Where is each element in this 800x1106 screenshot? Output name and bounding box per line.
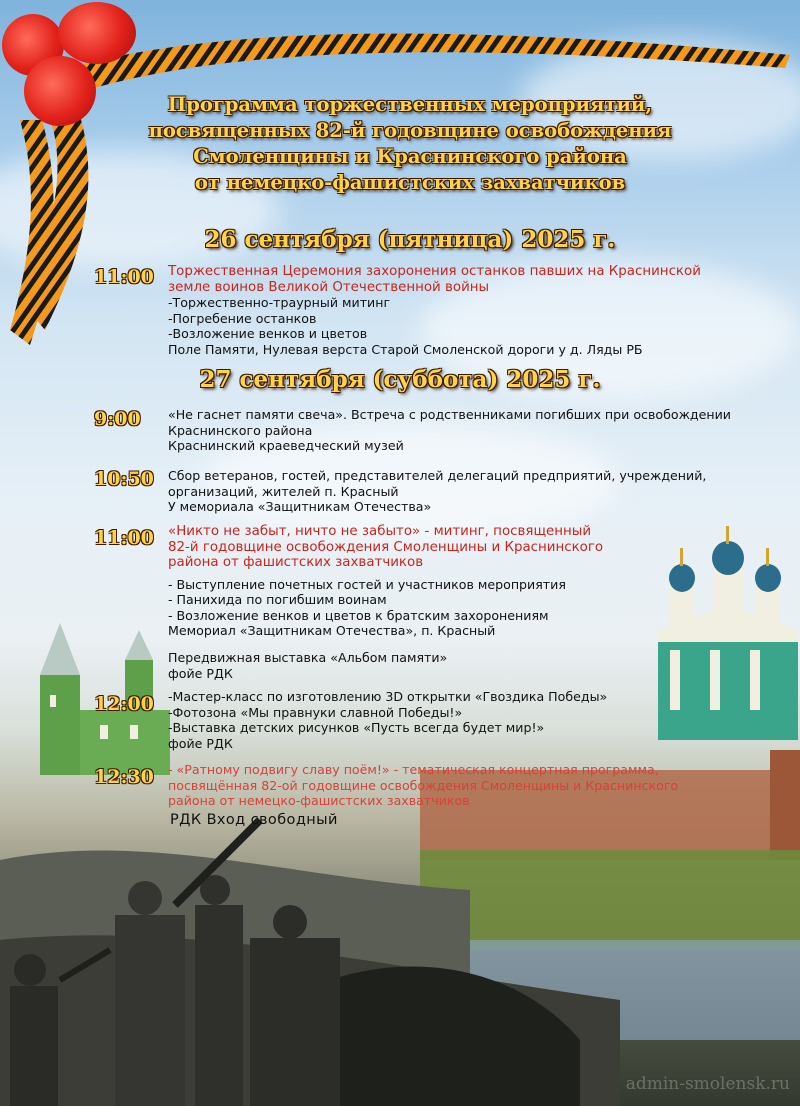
- event-line: Поле Памяти, Нулевая верста Старой Смоленской дороги у д. Ляды РБ: [168, 341, 643, 357]
- event-line: организаций, жителей п. Красный: [168, 483, 399, 499]
- event-time: 12:00: [94, 693, 154, 715]
- event-heading: Торжественная Церемония захоронения останков павших на Краснинской: [168, 264, 701, 279]
- title-line: посвященных 82-й годовщине освобождения: [148, 119, 672, 142]
- event-time: 9:00: [94, 408, 141, 430]
- event-line: фойе РДК: [168, 735, 233, 751]
- event-line: фойе РДК: [168, 665, 233, 681]
- event-line: -Фотозона «Мы правнуки славной Победы!»: [168, 704, 463, 720]
- carnation-icon: [24, 56, 96, 126]
- day1-date: 26 сентября (пятница) 2025 г.: [204, 226, 616, 253]
- event-block: [168, 264, 778, 357]
- event-line: -Возложение венков и цветов: [168, 326, 368, 341]
- carnation-icon: [58, 2, 136, 64]
- event-block: [168, 407, 778, 454]
- event-time: 11:00: [94, 527, 154, 549]
- event-time: 11:00: [94, 266, 154, 288]
- event-line: Краснинский краеведческий музей: [168, 438, 404, 453]
- event-line: -Торжественно-траурный митинг: [168, 295, 391, 310]
- event-block: [168, 762, 778, 809]
- event-line: - Возложение венков и цветов к братским захоронениям: [168, 607, 549, 623]
- event-line: - Выступление почетных гостей и участников мероприятия: [168, 576, 566, 592]
- event-line: Сбор ветеранов, гостей, представителей делегаций предприятий, учреждений,: [168, 468, 707, 483]
- watermark: admin-smolensk.ru: [625, 1074, 790, 1094]
- title-line: Смоленщины и Краснинского района: [193, 145, 627, 168]
- event-heading: «Никто не забыт, ничто не забыто» - митинг, посвященный: [168, 524, 592, 539]
- event-time: 12:30: [94, 766, 154, 788]
- title-line: Программа торжественных мероприятий,: [167, 93, 653, 116]
- event-heading: района от фашистских захватчиков: [168, 555, 424, 570]
- event-line: У мемориала «Защитникам Отечества»: [168, 499, 432, 514]
- title-line: от немецко-фашистских захватчиков: [194, 171, 626, 194]
- day2-date: 27 сентября (суббота) 2025 г.: [199, 366, 601, 393]
- event-line: Мемориал «Защитникам Отечества», п. Красный: [168, 623, 496, 638]
- event-block: [168, 524, 778, 639]
- closing-note: РДК Вход свободный: [170, 812, 338, 828]
- event-heading: земле воинов Великой Отечественной войны: [168, 279, 490, 295]
- event-block: [168, 468, 778, 515]
- event-time: 10:50: [94, 468, 154, 490]
- event-block: [168, 689, 778, 751]
- event-line: Краснинского района: [168, 422, 313, 438]
- event-line: «Не гаснет памяти свеча». Встреча с родственниками погибших при освобождении: [168, 407, 731, 422]
- event-line: -Выставка детских рисунков «Пусть всегда будет мир!»: [168, 720, 545, 735]
- event-heading: - «Ратному подвигу славу поём!» - тематическая концертная программа,: [168, 762, 659, 777]
- event-line: -Мастер-класс по изготовлению 3D открытки «Гвоздика Победы»: [168, 689, 608, 704]
- event-heading: района от немецко-фашистских захватчиков: [168, 793, 470, 808]
- event-heading: посвящённая 82-ой годовщине освобождения Смоленщины и Краснинского: [168, 777, 679, 793]
- event-line: -Погребение останков: [168, 310, 317, 326]
- event-line: - Панихида по погибшим воинам: [168, 592, 387, 607]
- page-title: [140, 92, 680, 196]
- event-heading: 82-й годовщине освобождения Смоленщины и Краснинского: [168, 539, 604, 555]
- event-block: [168, 650, 778, 681]
- event-line: Передвижная выставка «Альбом памяти»: [168, 650, 448, 665]
